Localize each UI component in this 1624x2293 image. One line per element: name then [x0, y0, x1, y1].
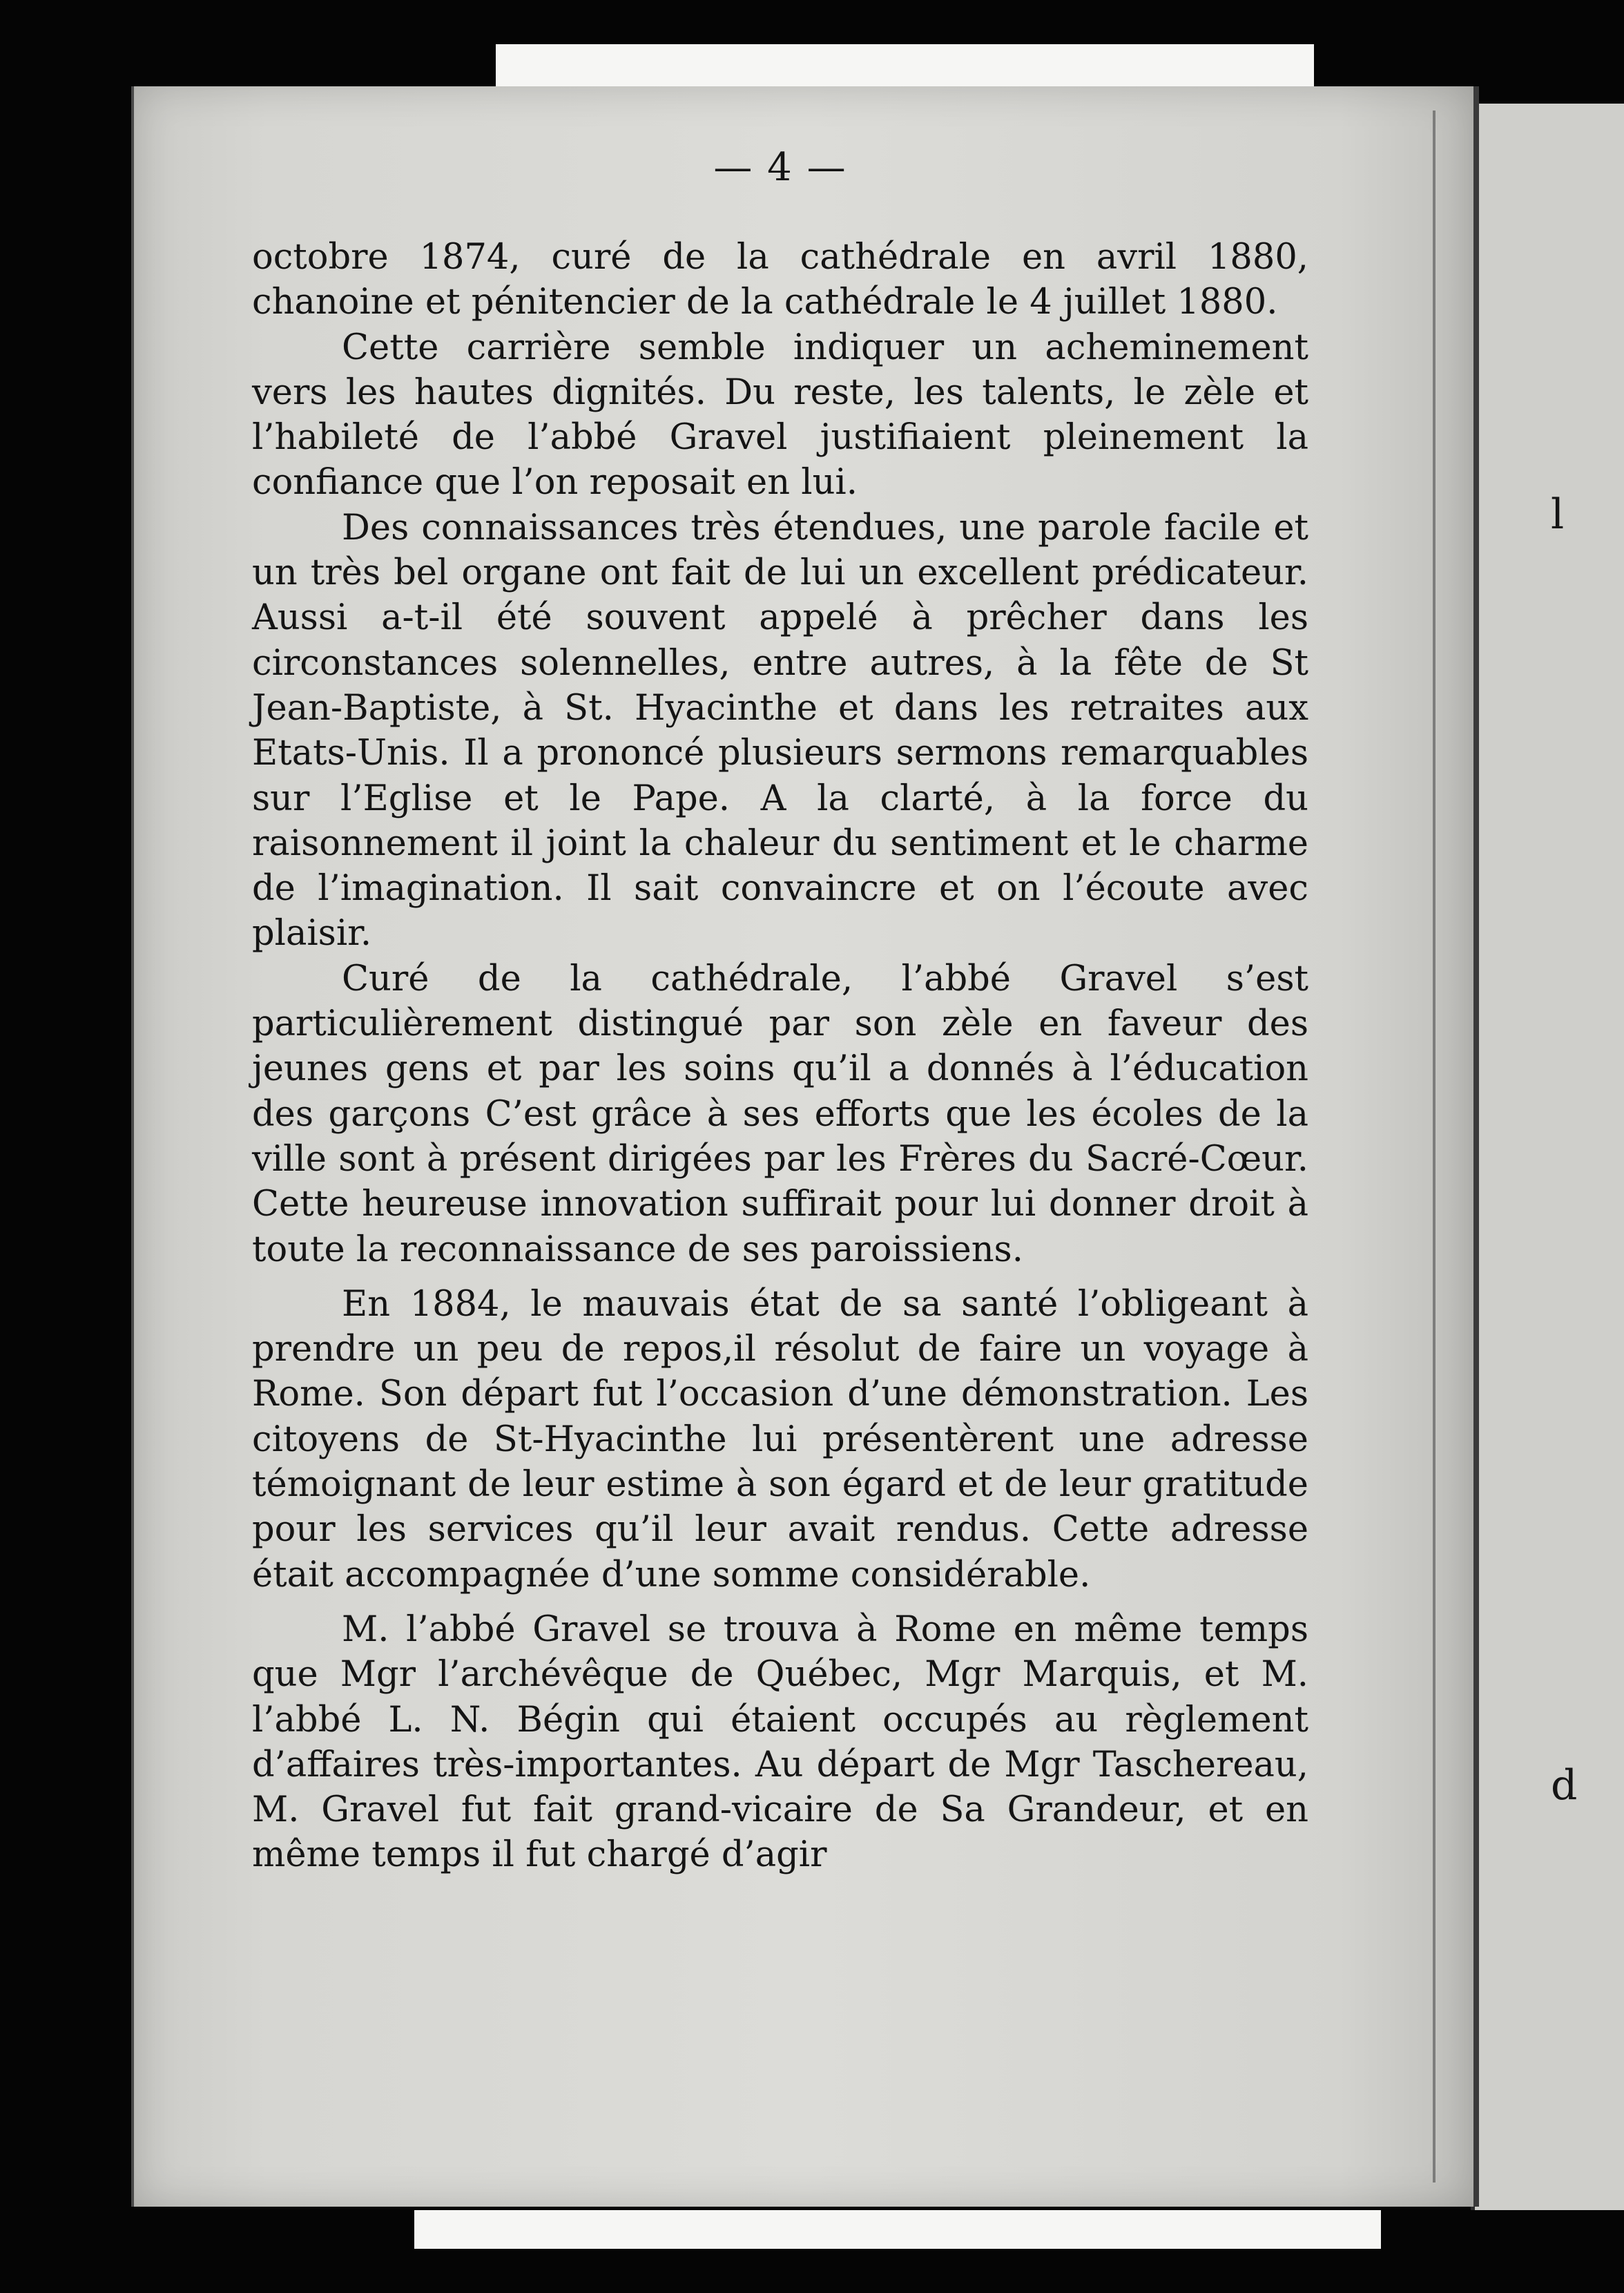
- paragraph-2: Cette carrière semble indiquer un acheminement vers les hautes dignités. Du reste, les talents, le zèle et l’habileté de l’abbé Gravel justifiaient pleinement la confiance que l’on reposait en lui.: [252, 327, 1308, 503]
- body-text: [252, 235, 1308, 1878]
- paragraph-6: M. l’abbé Gravel se trouva à Rome en même temps que Mgr l’archévêque de Québec, Mgr Marquis, et M. l’abbé L. N. Bégin qui étaient occupés au règlement d’affaires très-importantes. Au départ de Mgr Taschereau, M. Gravel fut fait grand-vicaire de Sa Grandeur, et en même temps il fut chargé d’agir: [252, 1609, 1308, 1876]
- adjacent-page-edge: [1471, 104, 1624, 2210]
- edge-mark: l: [1551, 490, 1565, 539]
- paragraph-3: Des connaissances très étendues, une parole facile et un très bel organe ont fait de lui un excellent prédicateur. Aussi a-t-il été souvent appelé à prêcher dans les circonstances solennelles, entre autres, à la fête de St Jean-Baptiste, à St. Hyacinthe et dans les retraites aux Etats-Unis. Il a prononcé plusieurs sermons remarquables sur l’Eglise et le Pape. A la clarté, à la force du raisonnement il joint la chaleur du sentiment et le charme de l’imagination. Il sait convaincre et on l’écoute avec plaisir.: [252, 507, 1308, 954]
- paragraph-4: Curé de la cathédrale, l’abbé Gravel s’est particulièrement distingué par son zèle en faveur des jeunes gens et par les soins qu’il a donnés à l’éducation des garçons C’est grâce à ses efforts que les écoles de la ville sont à présent dirigées par les Frères du Sacré-Cœur. Cette heureuse innovation suffirait pour lui donner droit à toute la reconnaissance de ses paroissiens.: [252, 958, 1308, 1270]
- page-fold: [1433, 111, 1436, 2182]
- paragraph-5: En 1884, le mauvais état de sa santé l’obligeant à prendre un peu de repos,il résolut de faire un voyage à Rome. Son départ fut l’occasion d’une démonstration. Les citoyens de St-Hyacinthe lui présentèrent une adresse témoignant de leur estime à son égard et de leur gratitude pour les services qu’il leur avait rendus. Cette adresse était accompagnée d’une somme considérable.: [252, 1283, 1308, 1595]
- bottom-paper-strip: [414, 2210, 1381, 2249]
- edge-mark: d: [1551, 1761, 1578, 1810]
- page-number: — 4 —: [713, 145, 847, 190]
- paragraph-1: octobre 1874, curé de la cathédrale en avril 1880, chanoine et pénitencier de la cathédrale le 4 juillet 1880.: [252, 237, 1308, 323]
